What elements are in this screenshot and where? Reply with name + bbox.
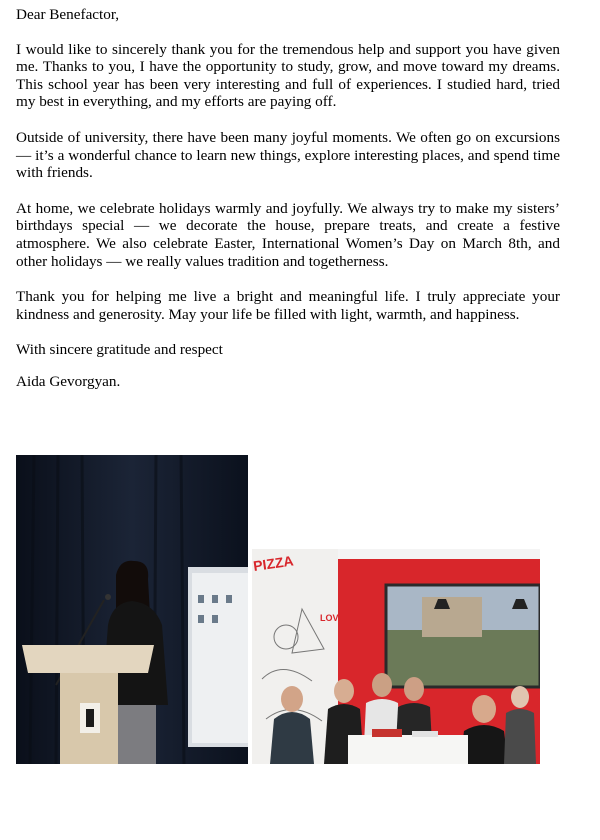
- letter-paragraph-2: Outside of university, there have been many joyful moments. We often go on excursions — it’s a wonderful chance to learn new things, explore interesting places, and spend time with friends.: [16, 128, 560, 182]
- letter-body: [16, 6, 560, 409]
- letter-paragraph-4: Thank you for helping me live a bright and meaningful life. I truly appreciate your kindness and generosity. May your life be filled with light, warmth, and happiness.: [16, 288, 560, 323]
- letter-greeting: Dear Benefactor,: [16, 6, 120, 23]
- letter-paragraph-1: I would like to sincerely thank you for the tremendous help and support you have given me. Thanks to you, I have the opportunity to study, grow, and move toward my dreams. This school year has been very interesting and full of experiences. I studied hard, tried my best in everything, and my efforts are paying off.: [16, 40, 560, 111]
- photo-group-in-cafe: [252, 549, 540, 764]
- cafe-wall-text-pizza: PIZZA: [252, 552, 295, 574]
- photo-speaker-illustration: [16, 455, 248, 764]
- photo-cafe-illustration: [252, 549, 540, 764]
- cafe-wall-text-love: LOVE: [320, 613, 345, 623]
- letter-closing: With sincere gratitude and respect: [16, 341, 223, 359]
- letter-paragraph-3: At home, we celebrate holidays warmly and joyfully. We always try to make my sisters’ birthdays special — we decorate the house, prepare treats, and create a festive atmosphere. We also celebrate Easter, International Women’s Day on March 8th, and other holidays — we really values tradition and togetherness.: [16, 199, 560, 270]
- letter-signature: Aida Gevorgyan.: [16, 372, 121, 390]
- photo-speaker-at-podium: [16, 455, 248, 764]
